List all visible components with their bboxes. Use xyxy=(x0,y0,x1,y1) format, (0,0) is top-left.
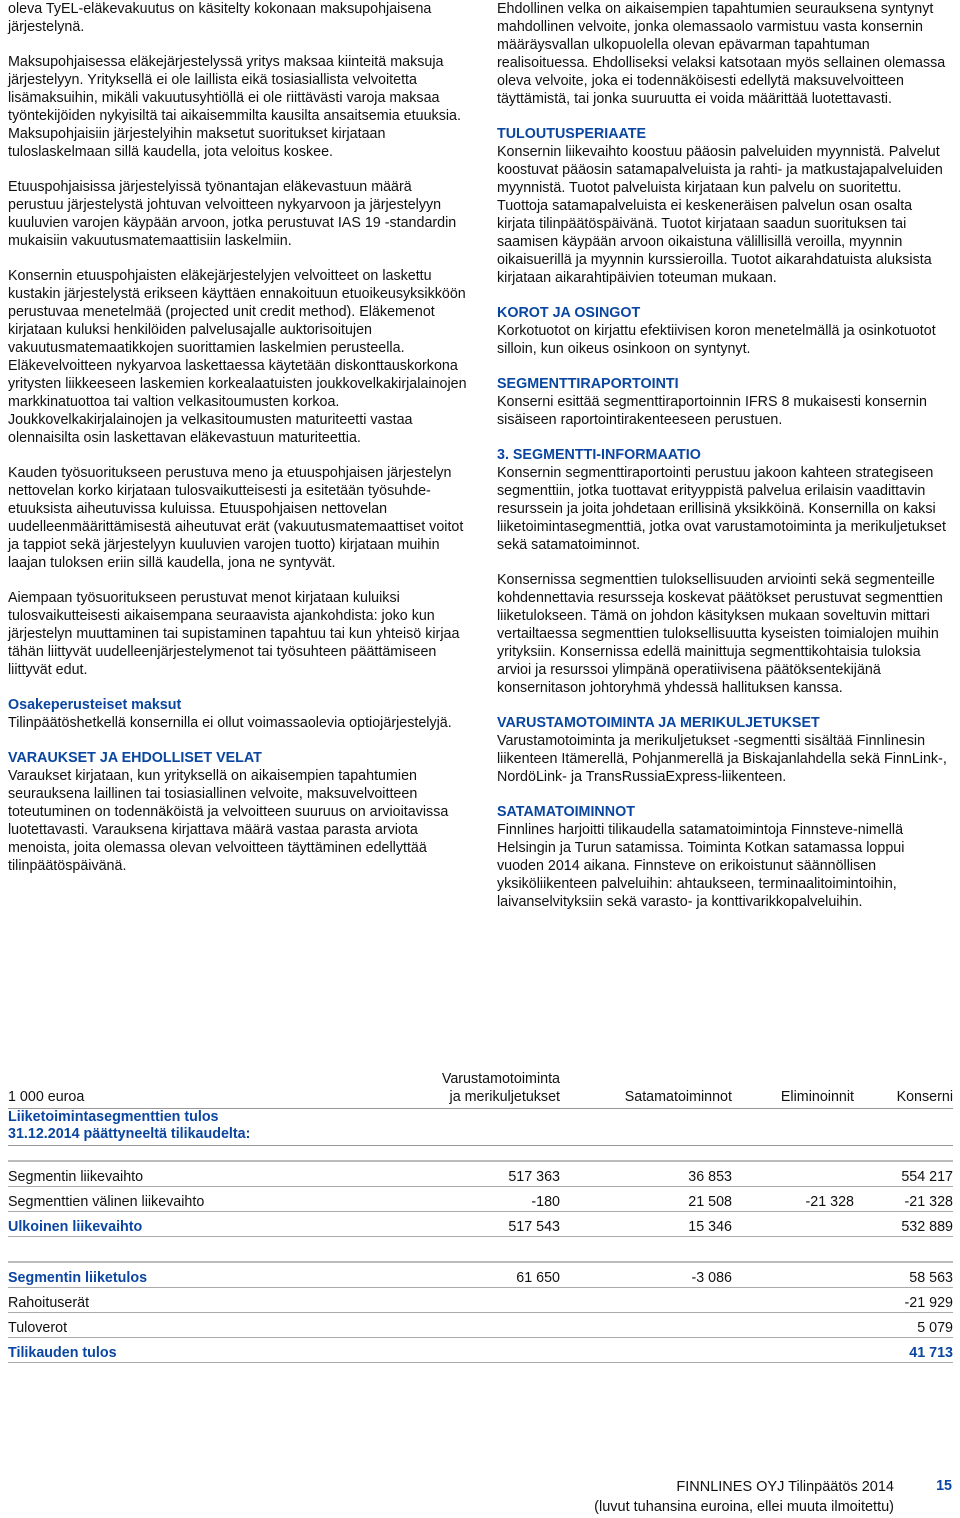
paragraph-maksupohjainen: Maksupohjaisessa eläkejärjestelyssä yritys maksaa kiinteitä maksuja järjestelyyn. Yrityksellä ei ole laillista eikä tosiasiallista velvoitetta lisämaksuihin, mikäli vakuutusyhtiöllä ei ole riittävästi varoja maksaa työntekijöiden nykyisiltä tai aikaisemmilta kausilta ansaitsemia etuuksia. Maksupohjaisiin järjestelyihin maksetut suoritukset kirjataan tuloslaskelmaan sillä kaudella, jota veloitus koskee. xyxy=(8,54,461,160)
footer-company: FINNLINES OYJ Tilinpäätös 2014 xyxy=(676,1479,894,1495)
heading-osakeperusteiset: Osakeperusteiset maksut xyxy=(8,697,182,713)
section-segmenttiraportointi xyxy=(497,375,953,429)
paragraph-velvoitteet: Konsernin etuuspohjaisten eläkejärjestelyjen velvoitteet on laskettu kustakin järjestelystä erikseen käyttäen ennakoituun etuoikeusyksikköön perustuvaa menetelmää (projected unit credit method). Eläkemenot kirjataan kuluksi henkilöiden palvelusajalle auktorisoitujen vakuutusmatemaatikkojen suorittamien laskelmien perusteella. Eläkevelvoitteen nykyarvoa laskettaessa käytetään diskonttauskorkona yritysten liikkeeseen laskemien korkealaatuisten joukkovelkakirjalainojen markkinatuottoa tai valtion velkasitoumusten korkoa. Joukkovelkakirjalainojen ja velkasitoumusten maturiteetti vastaa olennaisilta osin laskettavan eläkevastuun maturiteettia. xyxy=(8,268,467,446)
heading-tuloutusperiaate: TULOUTUSPERIAATE xyxy=(497,126,647,142)
section-korot xyxy=(497,304,953,358)
row-label: Ulkoinen liikevaihto xyxy=(8,1212,368,1237)
cell-konserni: 5 079 xyxy=(854,1313,953,1338)
paragraph-tuloutusperiaate: Konsernin liikevaihto koostuu pääosin palveluiden myynnistä. Palvelut koostuvat pääosin satamapalveluista ja rahti- ja matkustajapalveluiden myynnistä. Tuotot palveluista kirjataan kun palvelu on suoritettu. Tuottoja satamapalveluista ei keskeneräisen palvelun osan osalta kirjata tilinpäätöspäivänä. Tuotot kirjataan saadun suorituksen tai saamisen käypään arvoon oikaistuna välillisillä veroilla, myynnin oikaisuerillä ja myynnin kurssieroilla. Tuotot aikarahdatuista aluksista kirjataan aikarahtipäivien toteuman mukaan. xyxy=(497,144,943,286)
page-footer xyxy=(560,1477,952,1517)
row-label: Segmentin liiketulos xyxy=(8,1262,368,1288)
table-row xyxy=(8,1187,953,1212)
section-varaukset xyxy=(8,749,470,875)
paragraph-segmenttiraportointi: Konserni esittää segmenttiraportoinnin IFRS 8 mukaisesti konsernin sisäiseen raportointirakenteeseen perustuen. xyxy=(497,394,927,428)
table-title-line1: Liiketoimintasegmenttien tulos xyxy=(8,1109,219,1125)
cell-satamatoiminnot xyxy=(560,1313,732,1338)
table-row xyxy=(8,1161,953,1187)
header-satamatoiminnot: Satamatoiminnot xyxy=(560,1068,732,1109)
left-column xyxy=(8,0,470,892)
paragraph-tuloksellisuus: Konsernissa segmenttien tuloksellisuuden arviointi sekä segmenteille kohdennettavia resursseja koskevat päätökset perustuvat segmenttien liiketulokseen. Tämä on johdon käsityksen mukaan soveltuvin mittari vertailtaessa segmenttien tuloksellisuutta kyseisten toimialojen muihin yrityksiin. Konsernissa edellä mainittuja segmenttikohtaisia tuloksia arvioi ja resurssoi ylimpänä operatiivisena päätöksentekijänä konsernitason johtoryhmä yhdessä hallituksen kanssa. xyxy=(497,572,943,696)
cell-satamatoiminnot xyxy=(560,1288,732,1313)
table-spacer xyxy=(8,1146,953,1162)
cell-konserni: 554 217 xyxy=(854,1161,953,1187)
heading-varustamotoiminta: VARUSTAMOTOIMINTA JA MERIKULJETUKSET xyxy=(497,715,820,731)
paragraph-varustamotoiminta: Varustamotoiminta ja merikuljetukset -segmentti sisältää Finnlinesin liikenteen Itämerellä, Pohjanmerellä ja Biskajanlahdella sekä FinnLink-, NordöLink- ja TransRussiaExpress-liikenteen. xyxy=(497,733,947,785)
header-eliminoinnit: Eliminoinnit xyxy=(732,1068,854,1109)
section-varustamotoiminta xyxy=(497,714,953,786)
cell-konserni: 58 563 xyxy=(854,1262,953,1288)
cell-varustamotoiminta: -180 xyxy=(368,1187,560,1212)
segment-table xyxy=(8,1068,953,1363)
right-column xyxy=(497,0,953,928)
section-segmentti-informaatio xyxy=(497,446,953,554)
cell-eliminoinnit xyxy=(732,1262,854,1288)
paragraph-tyosuoritus: Kauden työsuoritukseen perustuva meno ja etuuspohjaisen järjestelyn nettovelan korko kirjataan tulosvaikutteisesti ja esitetään työsuhde-etuuksista aiheutuvissa kuluissa. Etuuspohjaisen nettovelan uudelleenmäärittämisestä aiheutuvat erät (vakuutusmatemaattiset voitot ja tappiot sekä järjestelyyn kuuluvien varojen tuotto) kirjataan muihin laajan tuloksen eriin sillä kaudella, jona ne syntyvät. xyxy=(8,465,464,571)
heading-segmentti-informaatio: 3. SEGMENTTI-INFORMAATIO xyxy=(497,447,701,463)
header-varustamotoiminta-line2: ja merikuljetukset xyxy=(449,1089,560,1105)
table-row xyxy=(8,1313,953,1338)
cell-konserni: 532 889 xyxy=(854,1212,953,1237)
heading-korot: KOROT JA OSINGOT xyxy=(497,305,641,321)
table-row xyxy=(8,1262,953,1288)
header-varustamotoiminta-line1: Varustamotoiminta xyxy=(441,1071,560,1087)
row-label: Segmentin liikevaihto xyxy=(8,1161,368,1187)
row-label: Rahoituserät xyxy=(8,1288,368,1313)
paragraph-korot: Korkotuotot on kirjattu efektiivisen koron menetelmällä ja osinkotuotot silloin, kun oikeus osinkoon on syntynyt. xyxy=(497,323,936,357)
cell-eliminoinnit xyxy=(732,1288,854,1313)
table-title-row xyxy=(8,1109,953,1146)
cell-satamatoiminnot: 15 346 xyxy=(560,1212,732,1237)
paragraph-satamatoiminnot: Finnlines harjoitti tilikaudella satamatoimintoja Finnsteve-nimellä Helsingin ja Turun satamissa. Toiminta Kotkan satamassa loppui vuoden 2014 aikana. Finnsteve on erikoistunut säännöllisen yksiköliikenteen palveluihin: ahtaukseen, terminaalitoimintoihin, laivanselvityksiin sekä varasto- ja konttivarikkopalveluihin. xyxy=(497,822,905,910)
header-konserni: Konserni xyxy=(854,1068,953,1109)
heading-segmenttiraportointi: SEGMENTTIRAPORTOINTI xyxy=(497,376,679,392)
paragraph-varaukset: Varaukset kirjataan, kun yrityksellä on aikaisempien tapahtumien seurauksena laillinen tai tosiasiallinen velvoite, maksuvelvoitteen toteutuminen on todennäköistä ja velvoitteen suuruus on arvioitavissa luotettavasti. Varauksena kirjattava määrä vastaa parasta arviota menoista, joita olemassa olevan velvoitteen täyttäminen edellyttää tilinpäätöspäivänä. xyxy=(8,768,449,874)
segment-results-table xyxy=(8,1068,953,1363)
cell-varustamotoiminta: 61 650 xyxy=(368,1262,560,1288)
cell-varustamotoiminta xyxy=(368,1338,560,1363)
cell-varustamotoiminta: 517 543 xyxy=(368,1212,560,1237)
cell-satamatoiminnot: 36 853 xyxy=(560,1161,732,1187)
table-row xyxy=(8,1338,953,1363)
paragraph-etuuspohjainen: Etuuspohjaisissa järjestelyissä työnantajan eläkevastuun määrä perustuu järjestelystä johtuvan velvoitteen nykyarvoon ja järjestelyyn kuuluvien varojen käypään arvoon, jotka perustuvat IAS 19 -standardin mukaisiin vakuutusmatemaattisiin laskelmiin. xyxy=(8,179,457,249)
table-row xyxy=(8,1212,953,1237)
paragraph-osakeperusteiset: Tilinpäätöshetkellä konsernilla ei ollut voimassaolevia optiojärjestelyjä. xyxy=(8,715,452,731)
cell-eliminoinnit: -21 328 xyxy=(732,1187,854,1212)
cell-eliminoinnit xyxy=(732,1161,854,1187)
section-osakeperusteiset xyxy=(8,696,470,732)
heading-satamatoiminnot: SATAMATOIMINNOT xyxy=(497,804,635,820)
table-spacer xyxy=(8,1237,953,1263)
footer-note: (luvut tuhansina euroina, ellei muuta ilmoitettu) xyxy=(594,1499,894,1515)
cell-satamatoiminnot: -3 086 xyxy=(560,1262,732,1288)
cell-satamatoiminnot xyxy=(560,1338,732,1363)
paragraph-ehdollinen-velka: Ehdollinen velka on aikaisempien tapahtumien seurauksena syntynyt mahdollinen velvoite, jonka olemassaolo varmistuu vasta konsernin määräysvallan ulkopuolella olevan epävarman tapahtuman realisoituessa. Ehdolliseksi velaksi katsotaan myös sellainen olemassa oleva velvoite, joka ei todennäköisesti edellytä maksuvelvoitteen täyttämistä, tai jonka suuruutta ei voida määrittää luotettavasti. xyxy=(497,1,946,107)
heading-varaukset: VARAUKSET JA EHDOLLISET VELAT xyxy=(8,750,262,766)
cell-konserni: 41 713 xyxy=(854,1338,953,1363)
paragraph-segmentti-informaatio: Konsernin segmenttiraportointi perustuu jakoon kahteen strategiseen segmenttiin, jotka tuottavat erityyppistä palvelua erilaisin vaadittavin resurssein ja joita johdetaan erillisinä yksikköinä. Konsernilla on kaksi liiketoimintasegmenttiä, jotka ovat varustamotoiminta ja merikuljetukset sekä satamatoiminnot. xyxy=(497,465,946,553)
section-tuloutusperiaate xyxy=(497,125,953,287)
page-number: 15 xyxy=(936,1478,952,1494)
cell-konserni: -21 929 xyxy=(854,1288,953,1313)
paragraph-tyel: oleva TyEL-eläkevakuutus on käsitelty kokonaan maksupohjaisena järjestelynä. xyxy=(8,1,432,35)
cell-eliminoinnit xyxy=(732,1313,854,1338)
paragraph-aiempi-tyosuoritus: Aiempaan työsuoritukseen perustuvat menot kirjataan kuluiksi tulosvaikutteisesti aikaisempana seuraavista ajankohdista: joko kun järjestelyn muuttaminen tai supistaminen tapahtuu tai kun yhteisö kirjaa tähän liittyvät uudelleenjärjestelymenot tai työsuhteen päättämiseen liittyvät edut. xyxy=(8,590,460,678)
cell-eliminoinnit xyxy=(732,1212,854,1237)
cell-eliminoinnit xyxy=(732,1338,854,1363)
header-varustamotoiminta xyxy=(368,1068,560,1109)
table-title-line2: 31.12.2014 päättyneeltä tilikaudelta: xyxy=(8,1126,251,1142)
cell-varustamotoiminta xyxy=(368,1313,560,1338)
table-header-row xyxy=(8,1068,953,1109)
cell-satamatoiminnot: 21 508 xyxy=(560,1187,732,1212)
cell-varustamotoiminta xyxy=(368,1288,560,1313)
section-satamatoiminnot xyxy=(497,803,953,911)
cell-varustamotoiminta: 517 363 xyxy=(368,1161,560,1187)
table-row xyxy=(8,1288,953,1313)
cell-konserni: -21 328 xyxy=(854,1187,953,1212)
row-label: Tilikauden tulos xyxy=(8,1338,368,1363)
table-title xyxy=(8,1109,953,1146)
row-label: Segmenttien välinen liikevaihto xyxy=(8,1187,368,1212)
row-label: Tuloverot xyxy=(8,1313,368,1338)
header-unit: 1 000 euroa xyxy=(8,1068,368,1109)
